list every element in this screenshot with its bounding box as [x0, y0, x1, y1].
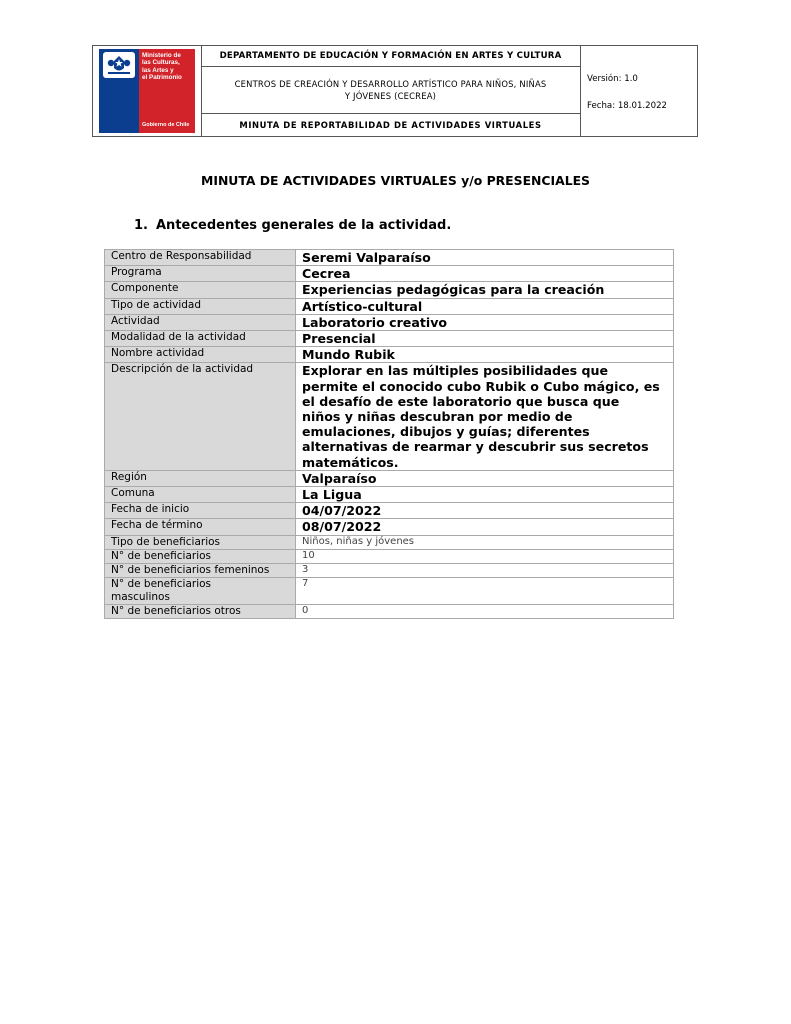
- row-value: Mundo Rubik: [296, 347, 674, 363]
- row-label: Componente: [105, 282, 296, 298]
- row-value: 10: [296, 549, 674, 563]
- coat-of-arms-icon: [103, 52, 135, 78]
- section-title: Antecedentes generales de la actividad.: [156, 218, 452, 233]
- document-title: MINUTA DE ACTIVIDADES VIRTUALES y/o PRESENCIALES: [201, 173, 590, 188]
- version-label: Versión: 1.0: [587, 74, 638, 84]
- row-value: Laboratorio creativo: [296, 314, 674, 330]
- row-label: Nombre actividad: [105, 347, 296, 363]
- row-label: N° de beneficiarios otros: [105, 604, 296, 618]
- row-value: 3: [296, 563, 674, 577]
- document-header: [92, 45, 698, 137]
- row-label: Tipo de actividad: [105, 298, 296, 314]
- activity-table: [104, 249, 674, 619]
- program-name: CENTROS DE CREACIÓN Y DESARROLLO ARTÍSTICO PARA NIÑOS, NIÑAS Y JÓVENES (CECREA): [201, 67, 580, 114]
- row-label: Descripción de la actividad: [105, 363, 296, 470]
- table-row: [105, 487, 674, 503]
- row-value: Valparaíso: [296, 470, 674, 486]
- row-label: Tipo de beneficiarios: [105, 535, 296, 549]
- row-label: Fecha de inicio: [105, 503, 296, 519]
- description-value: Explorar en las múltiples posibilidades que permite el conocido cubo Rubik o Cubo mágico, es el desafío de este laboratorio que busca que niños y niñas descubran por medio de emulaciones, dibujos y guías; diferentes alternativas de rearmar y descubrir sus secretos matemáticos.: [296, 363, 674, 470]
- row-label: Comuna: [105, 487, 296, 503]
- row-value: La Ligua: [296, 487, 674, 503]
- table-row: [105, 470, 674, 486]
- row-label: N° de beneficiarios masculinos: [105, 577, 296, 604]
- row-label: Centro de Responsabilidad: [105, 250, 296, 266]
- row-label: N° de beneficiarios: [105, 549, 296, 563]
- row-value: Cecrea: [296, 266, 674, 282]
- row-value: Presencial: [296, 331, 674, 347]
- row-label: Actividad: [105, 314, 296, 330]
- date-label: Fecha: 18.01.2022: [587, 101, 668, 111]
- ministry-logo: Ministerio de las Culturas, las Artes y el Patrimonio Gobierno de Chile: [99, 49, 195, 133]
- table-row: [105, 347, 674, 363]
- row-value: Niños, niñas y jóvenes: [296, 535, 674, 549]
- department-name: DEPARTAMENTO DE EDUCACIÓN Y FORMACIÓN EN ARTES Y CULTURA: [201, 46, 580, 67]
- table-row: [105, 604, 674, 618]
- row-label: Fecha de término: [105, 519, 296, 535]
- table-row: [105, 563, 674, 577]
- table-row: [105, 363, 674, 470]
- row-value: Artístico-cultural: [296, 298, 674, 314]
- section-heading: [134, 218, 451, 233]
- table-row: [105, 549, 674, 563]
- row-label: Programa: [105, 266, 296, 282]
- table-row: [105, 282, 674, 298]
- row-value: Experiencias pedagógicas para la creación: [296, 282, 674, 298]
- logo-cell: [93, 46, 202, 136]
- table-row: [105, 331, 674, 347]
- table-row: [105, 266, 674, 282]
- row-value: 0: [296, 604, 674, 618]
- table-row: [105, 250, 674, 266]
- row-label: Región: [105, 470, 296, 486]
- report-title: MINUTA DE REPORTABILIDAD DE ACTIVIDADES VIRTUALES: [239, 120, 542, 130]
- section-number: 1.: [134, 218, 148, 233]
- row-value: 08/07/2022: [296, 519, 674, 535]
- table-row: [105, 503, 674, 519]
- table-row: [105, 314, 674, 330]
- row-label: Modalidad de la actividad: [105, 331, 296, 347]
- gobierno-label: Gobierno de Chile: [142, 122, 190, 128]
- row-value: Seremi Valparaíso: [296, 250, 674, 266]
- row-value: 7: [296, 577, 674, 604]
- row-value: 04/07/2022: [296, 503, 674, 519]
- table-row: [105, 519, 674, 535]
- table-row: [105, 535, 674, 549]
- table-row: [105, 298, 674, 314]
- row-label: N° de beneficiarios femeninos: [105, 563, 296, 577]
- table-row: [105, 577, 674, 604]
